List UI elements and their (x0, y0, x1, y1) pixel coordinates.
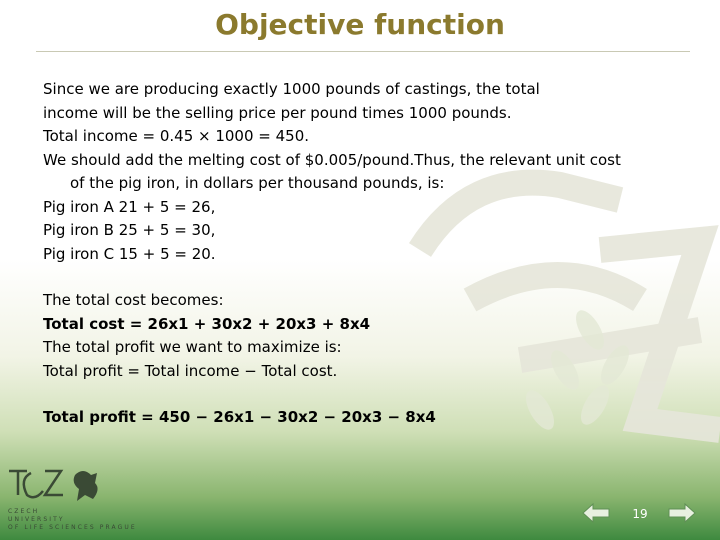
body-line: The total cost becomes: (43, 291, 224, 309)
body-line: Pig iron B 25 + 5 = 30, (43, 221, 216, 239)
body-line: Since we are producing exactly 1000 pounds of castings, the total (43, 80, 540, 98)
body-line: Pig iron C 15 + 5 = 20. (43, 244, 216, 263)
total-cost-formula: Total cost = 26x1 + 30x2 + 20x3 + 8x4 (43, 314, 371, 333)
body-line: Pig iron A 21 + 5 = 26, (43, 197, 216, 216)
arrow-right-icon[interactable] (667, 502, 697, 524)
university-line: UNIVERSITY (8, 516, 65, 523)
university-line: CZECH (8, 508, 40, 515)
body-line: income will be the selling price per pound times 1000 pounds. (43, 103, 512, 122)
body-line: of the pig iron, in dollars per thousand pounds, is: (70, 174, 445, 192)
body-line: Total income = 0.45 × 1000 = 450. (43, 127, 310, 145)
total-profit-formula: Total profit = 450 − 26x1 − 30x2 − 20x3 − 8x4 (43, 408, 436, 426)
body-line: Total profit = Total income − Total cost. (43, 361, 338, 380)
page-number: 19 (632, 507, 648, 521)
body-line: We should add the melting cost of $0.005/pound.Thus, the relevant unit cost (43, 150, 621, 169)
czu-logo (5, 465, 115, 507)
university-line: OF LIFE SCIENCES PRAGUE (8, 524, 137, 531)
slide-title: Objective function (215, 8, 505, 41)
university-name (8, 508, 137, 532)
body-line: The total profit we want to maximize is: (43, 338, 342, 356)
arrow-left-icon[interactable] (581, 502, 611, 524)
slide-body (43, 78, 693, 430)
title-divider (36, 51, 690, 52)
